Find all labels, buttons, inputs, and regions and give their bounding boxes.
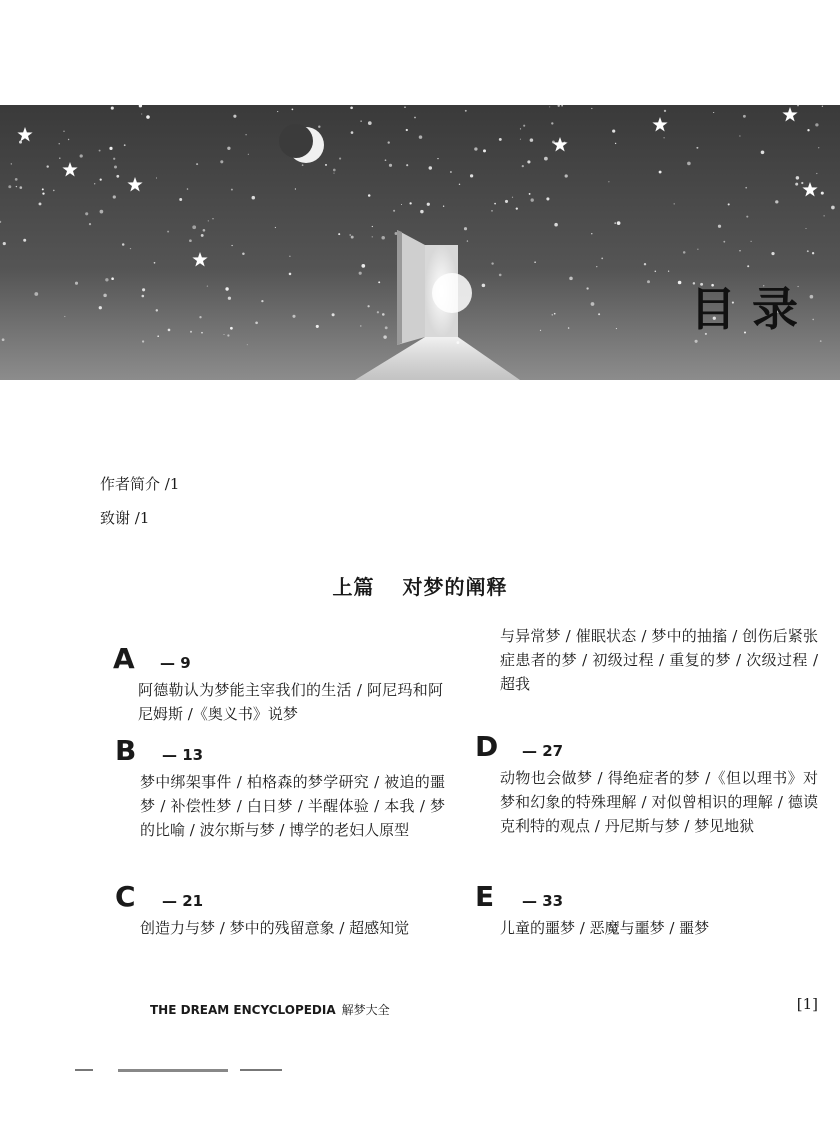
star [351,236,354,239]
star [122,243,125,246]
star [377,311,379,313]
star [551,122,553,124]
star [747,265,749,267]
star [687,162,691,166]
section-d [475,730,818,838]
night-sky-illustration [0,105,840,380]
star [94,183,95,184]
star [116,175,119,178]
part-heading [0,571,840,600]
front-matter-author: 作者简介 /1 [100,475,180,493]
star [406,129,408,131]
star [223,334,224,335]
star [420,210,423,213]
star [482,284,486,288]
star [292,315,295,318]
star [527,160,530,163]
part-subtitle: 对梦的阐释 [402,575,508,599]
star [467,240,468,241]
star [154,262,156,264]
star [775,200,778,203]
star [401,204,402,205]
star [75,282,78,285]
star [491,210,492,211]
star [659,171,662,174]
star [190,331,192,333]
star [459,184,460,185]
star [248,154,249,155]
star [381,236,385,240]
star [795,183,798,186]
star [351,131,354,134]
star [207,285,208,286]
section-continuation: 与异常梦 / 催眠状态 / 梦中的抽搐 / 创伤后紧张症患者的梦 / 初级过程 / 重复的梦 / 次级过程 / 超我 [500,627,818,693]
star [8,185,11,188]
section-letter: C [115,880,136,913]
star [419,135,423,139]
star [796,176,799,179]
section-page: — 21 [162,892,204,910]
star [664,110,666,112]
star [393,210,395,212]
front-matter-acknowledgments: 致谢 /1 [100,509,150,527]
star [601,258,603,260]
star [516,207,518,209]
star [227,334,229,336]
star [546,197,549,200]
star [39,202,42,205]
star [334,173,335,174]
star [523,125,525,127]
star [275,227,276,228]
scan-artifact [75,1069,93,1071]
star [520,128,521,129]
section-letter: D [475,730,499,763]
star [80,154,83,157]
star [142,288,145,291]
star [743,115,746,118]
star [231,245,232,246]
star [233,115,236,118]
star [750,241,751,242]
star [333,169,336,172]
star [289,273,292,276]
star [212,218,213,219]
star [316,325,319,328]
star [302,164,304,166]
star [544,157,548,161]
star [252,196,256,200]
section-letter: A [113,642,135,675]
star [388,141,390,143]
star [540,330,541,331]
star [529,193,531,195]
star [167,231,169,233]
star [168,329,171,332]
star [318,125,320,127]
star [586,287,588,289]
section-topics: 动物也会做梦 / 得绝症者的梦 /《但以理书》对梦和幻象的特殊理解 / 对似曾相识的理解 / 德谟克利特的观点 / 丹尼斯与梦 / 梦见地狱 [500,769,818,835]
star [491,262,493,264]
section-topics: 阿德勒认为梦能主宰我们的生活 / 阿尼玛和阿尼姆斯 /《奥义书》说梦 [138,681,443,723]
star [512,197,513,198]
star [368,194,371,197]
star [549,106,550,107]
star [367,305,369,307]
star [19,186,22,189]
star [409,202,411,204]
star [230,327,233,330]
star [427,203,430,206]
star [450,171,452,173]
star [368,121,372,125]
star [695,340,698,343]
book-title-en: THE DREAM ENCYCLOPEDIA [150,1003,336,1017]
door-edge [397,230,402,345]
star [360,120,361,121]
star [805,228,806,229]
section-page: — 27 [522,742,564,760]
star [530,138,534,142]
star [761,150,765,154]
star [383,335,386,338]
star [746,216,748,218]
star [47,165,49,167]
star [443,206,444,207]
star [470,174,473,177]
star [483,149,486,152]
star [292,109,294,111]
star [831,206,835,210]
star [389,164,392,167]
star [332,313,335,316]
star [723,241,725,243]
star [142,295,145,298]
star [325,164,327,166]
star [201,234,204,237]
star [16,186,17,187]
section-c [115,880,445,940]
star [114,166,117,169]
star [124,144,126,146]
star [591,302,595,306]
star [261,300,263,302]
star [668,271,669,272]
star [64,316,65,317]
star [89,223,91,225]
star [437,158,438,159]
star [505,200,508,203]
star [465,110,467,112]
toc-title: 目 录 [690,282,799,336]
star [499,274,502,277]
star [15,178,18,181]
star [85,212,88,215]
star [142,340,144,342]
star [713,112,714,113]
star [111,277,114,280]
star [820,340,822,342]
star [696,147,698,149]
star [807,129,809,131]
star [569,277,573,281]
star [598,313,600,315]
section-page: — 33 [522,892,564,910]
star [201,332,203,334]
star [385,326,388,329]
part-name: 上篇 [332,575,375,599]
star [801,182,803,184]
star [372,226,373,227]
star [192,225,196,229]
star [615,143,616,144]
star [745,187,747,189]
star [697,249,698,250]
star [818,147,819,148]
star [339,158,341,160]
star [531,198,534,201]
page-number: [1] [796,995,818,1013]
star [113,158,115,160]
star [63,131,65,133]
star [655,271,657,273]
star [157,335,159,337]
star [822,106,823,107]
star [130,248,131,249]
star [231,189,233,191]
star [59,143,60,144]
star [568,327,570,329]
star [616,328,617,329]
star [678,281,682,285]
star [608,181,609,182]
star [242,252,245,255]
star [522,165,524,167]
star [824,215,825,216]
star [382,313,385,316]
star [554,313,556,315]
star [99,150,101,152]
night-sky-banner [0,105,840,380]
star [338,233,340,235]
star [683,251,686,254]
star [372,236,373,237]
section-page: — 13 [162,746,204,764]
star [739,135,740,136]
star [189,239,192,242]
star [520,139,521,140]
star [361,264,365,268]
star [179,198,182,201]
star [105,278,108,281]
star [289,256,290,257]
star [187,188,189,190]
star [534,261,536,263]
section-letter: B [115,734,137,767]
door-glow [432,273,472,313]
section-e [475,880,818,940]
section-topics: 创造力与梦 / 梦中的残留意象 / 超感知觉 [140,919,410,937]
star [612,130,615,133]
scan-artifact [240,1069,282,1071]
star [718,225,721,228]
star [227,147,230,150]
star [429,166,432,169]
star [596,266,597,267]
star [156,177,157,178]
section-topics: 儿童的噩梦 / 恶魔与噩梦 / 噩梦 [500,919,710,937]
star [199,316,201,318]
star [295,188,296,189]
star [203,229,206,232]
star [255,321,258,324]
book-title-cn: 解梦大全 [341,1003,390,1017]
star [771,252,774,255]
star [42,192,44,194]
star [220,160,223,163]
star [565,174,568,177]
star [2,338,5,341]
star [245,134,246,135]
star [359,272,362,275]
star [552,314,554,316]
star [644,263,646,265]
star [406,164,408,166]
star [739,250,740,251]
star [414,117,416,119]
section-letter: E [475,880,495,913]
section-a [113,642,443,726]
star [350,106,353,109]
star [53,190,55,192]
star [554,223,558,227]
star [812,319,814,321]
star [99,306,102,309]
star [810,295,814,299]
star [591,233,592,234]
star [225,287,228,290]
star [156,309,158,311]
star [663,137,664,138]
star [109,147,112,150]
star [100,210,104,214]
section-b [115,734,445,842]
star [196,163,198,165]
star [464,227,467,230]
star [11,163,12,164]
star [474,147,477,150]
star [59,157,60,158]
star [614,222,616,224]
star [103,294,107,298]
star [385,159,387,161]
star [23,239,26,242]
star [113,195,116,198]
star [146,115,150,119]
star [3,242,6,245]
star [208,220,209,221]
star [349,234,351,236]
star [728,203,730,205]
star [42,188,44,190]
star [816,173,817,174]
star [807,250,809,252]
star [277,111,278,112]
star [68,139,69,140]
section-page: — 9 [160,654,191,672]
star [821,192,824,195]
star [815,123,818,126]
star [404,106,405,107]
star [247,344,248,345]
star [674,203,675,204]
star [228,297,231,300]
star [141,113,142,114]
star [647,280,650,283]
footer-book-title [150,1001,390,1018]
section-topics: 梦中绑架事件 / 柏格森的梦学研究 / 被追的噩梦 / 补偿性梦 / 白日梦 / 半醒体验 / 本我 / 梦的比喻 / 波尔斯与梦 / 博学的老妇人原型 [140,773,445,839]
star [378,281,380,283]
star [591,108,592,109]
star [360,325,361,326]
scan-artifact [118,1069,228,1072]
star [812,252,814,254]
star [617,221,621,225]
star [499,138,502,141]
star [494,203,496,205]
star [111,107,114,110]
star [34,292,38,296]
star [100,179,102,181]
